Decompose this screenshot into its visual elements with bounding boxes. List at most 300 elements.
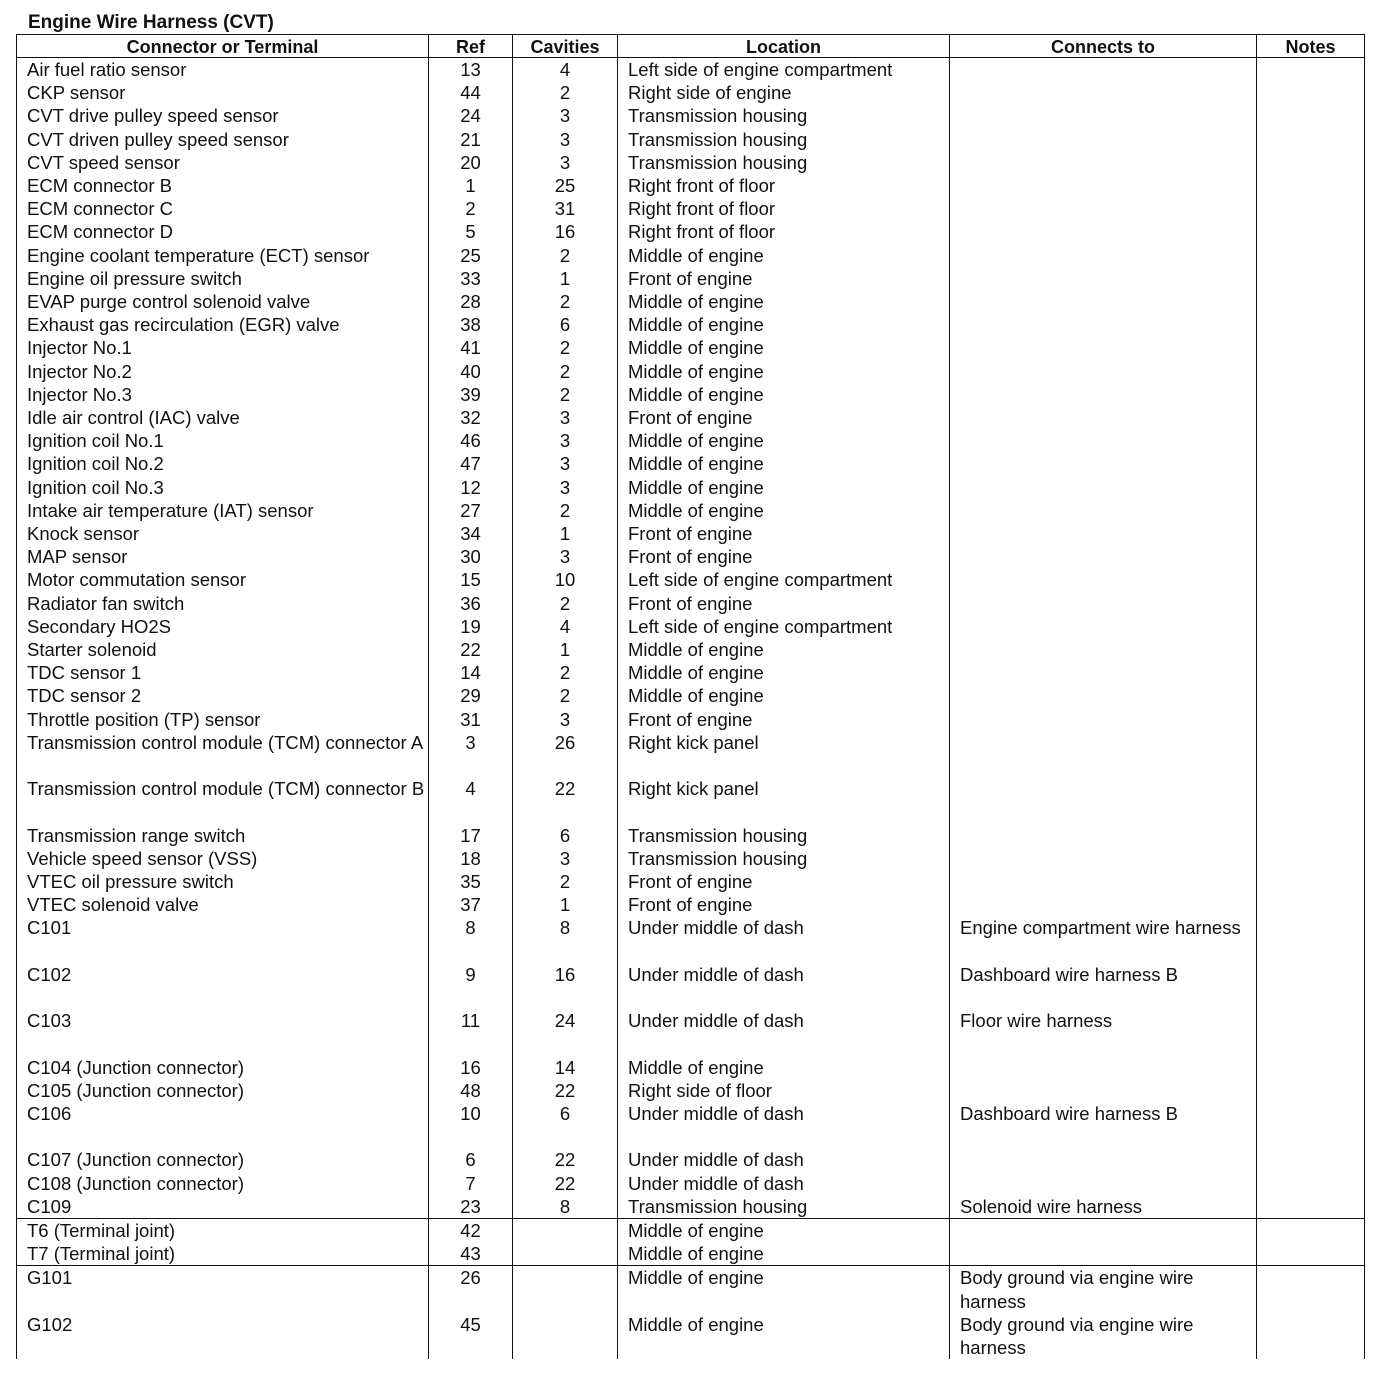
cell-location: Front of engine xyxy=(618,406,950,429)
table-row xyxy=(17,81,1365,104)
cell-connects-to xyxy=(950,615,1257,638)
cell-ref: 3 xyxy=(429,731,513,777)
cell-ref: 16 xyxy=(429,1056,513,1079)
cell-notes xyxy=(1257,1079,1365,1102)
document-title: Engine Wire Harness (CVT) xyxy=(28,12,274,33)
cell-location: Transmission housing xyxy=(618,847,950,870)
cell-ref: 47 xyxy=(429,452,513,475)
cell-connector: G102 xyxy=(17,1313,429,1359)
cell-notes xyxy=(1257,1172,1365,1195)
cell-connector: VTEC solenoid valve xyxy=(17,893,429,916)
cell-connects-to xyxy=(950,708,1257,731)
table-row xyxy=(17,638,1365,661)
cell-location: Front of engine xyxy=(618,545,950,568)
table-row xyxy=(17,963,1365,1009)
cell-cavities: 3 xyxy=(513,406,618,429)
table-row xyxy=(17,360,1365,383)
cell-connector: Injector No.2 xyxy=(17,360,429,383)
cell-connector: CVT speed sensor xyxy=(17,151,429,174)
cell-ref: 19 xyxy=(429,615,513,638)
cell-notes xyxy=(1257,1195,1365,1219)
table-row xyxy=(17,336,1365,359)
table-row xyxy=(17,1102,1365,1148)
cell-connects-to xyxy=(950,592,1257,615)
cell-location: Middle of engine xyxy=(618,638,950,661)
cell-connects-to xyxy=(950,151,1257,174)
cell-notes xyxy=(1257,81,1365,104)
cell-location: Front of engine xyxy=(618,708,950,731)
cell-cavities: 8 xyxy=(513,916,618,962)
cell-location: Middle of engine xyxy=(618,1242,950,1266)
cell-connects-to xyxy=(950,104,1257,127)
cell-ref: 10 xyxy=(429,1102,513,1148)
cell-cavities: 3 xyxy=(513,104,618,127)
cell-location: Middle of engine xyxy=(618,429,950,452)
cell-connects-to xyxy=(950,360,1257,383)
cell-connects-to xyxy=(950,290,1257,313)
cell-cavities: 14 xyxy=(513,1056,618,1079)
cell-cavities: 3 xyxy=(513,151,618,174)
cell-location: Middle of engine xyxy=(618,336,950,359)
cell-cavities: 1 xyxy=(513,522,618,545)
table-row xyxy=(17,429,1365,452)
cell-connector: Starter solenoid xyxy=(17,638,429,661)
cell-connector: C106 xyxy=(17,1102,429,1148)
cell-location: Under middle of dash xyxy=(618,1172,950,1195)
cell-notes xyxy=(1257,244,1365,267)
cell-connector: Motor commutation sensor xyxy=(17,568,429,591)
cell-ref: 29 xyxy=(429,684,513,707)
cell-connector: CVT drive pulley speed sensor xyxy=(17,104,429,127)
cell-location: Middle of engine xyxy=(618,661,950,684)
cell-connector: C101 xyxy=(17,916,429,962)
cell-connects-to xyxy=(950,336,1257,359)
table-row xyxy=(17,1313,1365,1359)
cell-ref: 17 xyxy=(429,824,513,847)
cell-connects-to xyxy=(950,1219,1257,1243)
cell-connects-to xyxy=(950,244,1257,267)
cell-notes xyxy=(1257,197,1365,220)
cell-connector: T7 (Terminal joint) xyxy=(17,1242,429,1266)
cell-cavities: 2 xyxy=(513,661,618,684)
cell-connector: ECM connector C xyxy=(17,197,429,220)
cell-location: Right front of floor xyxy=(618,174,950,197)
cell-connects-to xyxy=(950,684,1257,707)
cell-connector: C102 xyxy=(17,963,429,1009)
cell-location: Transmission housing xyxy=(618,824,950,847)
cell-cavities: 22 xyxy=(513,1079,618,1102)
cell-cavities xyxy=(513,1242,618,1266)
cell-connects-to xyxy=(950,661,1257,684)
cell-location: Under middle of dash xyxy=(618,1148,950,1171)
cell-notes xyxy=(1257,1148,1365,1171)
cell-notes xyxy=(1257,220,1365,243)
table-row xyxy=(17,220,1365,243)
cell-connects-to: Dashboard wire harness B xyxy=(950,963,1257,1009)
cell-notes xyxy=(1257,615,1365,638)
cell-ref: 2 xyxy=(429,197,513,220)
cell-ref: 23 xyxy=(429,1195,513,1219)
cell-connector: Throttle position (TP) sensor xyxy=(17,708,429,731)
cell-cavities: 3 xyxy=(513,476,618,499)
cell-notes xyxy=(1257,1056,1365,1079)
cell-location: Middle of engine xyxy=(618,1266,950,1313)
table-row xyxy=(17,104,1365,127)
cell-cavities: 1 xyxy=(513,893,618,916)
cell-notes xyxy=(1257,267,1365,290)
cell-ref: 6 xyxy=(429,1148,513,1171)
cell-notes xyxy=(1257,661,1365,684)
table-row xyxy=(17,383,1365,406)
cell-notes xyxy=(1257,522,1365,545)
cell-cavities: 26 xyxy=(513,731,618,777)
cell-location: Front of engine xyxy=(618,893,950,916)
cell-cavities: 22 xyxy=(513,777,618,823)
cell-cavities: 10 xyxy=(513,568,618,591)
cell-location: Right kick panel xyxy=(618,777,950,823)
cell-location: Middle of engine xyxy=(618,244,950,267)
cell-notes xyxy=(1257,592,1365,615)
cell-notes xyxy=(1257,568,1365,591)
cell-location: Middle of engine xyxy=(618,476,950,499)
table-row xyxy=(17,847,1365,870)
cell-cavities: 2 xyxy=(513,383,618,406)
cell-connects-to xyxy=(950,545,1257,568)
table-row xyxy=(17,406,1365,429)
table-row xyxy=(17,1219,1365,1243)
table-row xyxy=(17,151,1365,174)
cell-location: Middle of engine xyxy=(618,1313,950,1359)
cell-connector: CVT driven pulley speed sensor xyxy=(17,128,429,151)
table-row xyxy=(17,267,1365,290)
cell-notes xyxy=(1257,360,1365,383)
cell-connects-to xyxy=(950,638,1257,661)
cell-ref: 4 xyxy=(429,777,513,823)
cell-connects-to xyxy=(950,731,1257,777)
cell-notes xyxy=(1257,893,1365,916)
table-row xyxy=(17,916,1365,962)
cell-location: Right kick panel xyxy=(618,731,950,777)
cell-notes xyxy=(1257,104,1365,127)
column-header-location: Location xyxy=(618,35,950,58)
cell-notes xyxy=(1257,847,1365,870)
cell-connects-to xyxy=(950,81,1257,104)
cell-cavities xyxy=(513,1313,618,1359)
cell-connector: Ignition coil No.3 xyxy=(17,476,429,499)
cell-location: Middle of engine xyxy=(618,360,950,383)
cell-notes xyxy=(1257,1266,1365,1313)
cell-connector: Radiator fan switch xyxy=(17,592,429,615)
table-row xyxy=(17,58,1365,82)
cell-connects-to xyxy=(950,452,1257,475)
cell-ref: 40 xyxy=(429,360,513,383)
cell-ref: 9 xyxy=(429,963,513,1009)
cell-notes xyxy=(1257,499,1365,522)
cell-connects-to: Solenoid wire harness xyxy=(950,1195,1257,1219)
cell-connector: Transmission range switch xyxy=(17,824,429,847)
cell-connector: Intake air temperature (IAT) sensor xyxy=(17,499,429,522)
cell-connector: Ignition coil No.2 xyxy=(17,452,429,475)
cell-location: Right side of floor xyxy=(618,1079,950,1102)
cell-connector: TDC sensor 1 xyxy=(17,661,429,684)
cell-connects-to xyxy=(950,128,1257,151)
cell-connects-to xyxy=(950,893,1257,916)
cell-location: Under middle of dash xyxy=(618,1102,950,1148)
cell-connects-to xyxy=(950,406,1257,429)
cell-notes xyxy=(1257,777,1365,823)
cell-notes xyxy=(1257,1313,1365,1359)
cell-cavities: 4 xyxy=(513,58,618,82)
cell-ref: 1 xyxy=(429,174,513,197)
cell-connects-to xyxy=(950,847,1257,870)
cell-connector: Ignition coil No.1 xyxy=(17,429,429,452)
cell-ref: 35 xyxy=(429,870,513,893)
cell-connects-to xyxy=(950,522,1257,545)
cell-ref: 48 xyxy=(429,1079,513,1102)
cell-connector: C107 (Junction connector) xyxy=(17,1148,429,1171)
cell-cavities: 24 xyxy=(513,1009,618,1055)
cell-location: Under middle of dash xyxy=(618,963,950,1009)
cell-ref: 11 xyxy=(429,1009,513,1055)
table-row xyxy=(17,731,1365,777)
table-row xyxy=(17,128,1365,151)
cell-notes xyxy=(1257,1009,1365,1055)
cell-cavities: 2 xyxy=(513,81,618,104)
column-header-cavities: Cavities xyxy=(513,35,618,58)
cell-connects-to xyxy=(950,1148,1257,1171)
cell-connector: Exhaust gas recirculation (EGR) valve xyxy=(17,313,429,336)
cell-ref: 42 xyxy=(429,1219,513,1243)
cell-cavities: 2 xyxy=(513,336,618,359)
cell-location: Right side of engine xyxy=(618,81,950,104)
cell-connector: CKP sensor xyxy=(17,81,429,104)
cell-notes xyxy=(1257,406,1365,429)
cell-ref: 44 xyxy=(429,81,513,104)
cell-ref: 41 xyxy=(429,336,513,359)
cell-connector: Secondary HO2S xyxy=(17,615,429,638)
cell-cavities xyxy=(513,1266,618,1313)
cell-connector: G101 xyxy=(17,1266,429,1313)
cell-location: Middle of engine xyxy=(618,499,950,522)
cell-cavities: 22 xyxy=(513,1148,618,1171)
cell-cavities: 2 xyxy=(513,290,618,313)
cell-ref: 38 xyxy=(429,313,513,336)
cell-ref: 15 xyxy=(429,568,513,591)
cell-location: Left side of engine compartment xyxy=(618,568,950,591)
cell-notes xyxy=(1257,476,1365,499)
cell-location: Transmission housing xyxy=(618,128,950,151)
column-header-notes: Notes xyxy=(1257,35,1365,58)
table-row xyxy=(17,1172,1365,1195)
cell-cavities: 8 xyxy=(513,1195,618,1219)
cell-location: Middle of engine xyxy=(618,1219,950,1243)
cell-connects-to: Engine compartment wire harness xyxy=(950,916,1257,962)
column-header-connector: Connector or Terminal xyxy=(17,35,429,58)
cell-location: Front of engine xyxy=(618,522,950,545)
cell-ref: 8 xyxy=(429,916,513,962)
cell-cavities: 2 xyxy=(513,870,618,893)
cell-connector: Transmission control module (TCM) connector A xyxy=(17,731,429,777)
cell-notes xyxy=(1257,174,1365,197)
table-row xyxy=(17,1195,1365,1219)
cell-connects-to: Body ground via engine wire harness xyxy=(950,1313,1257,1359)
table-row xyxy=(17,1266,1365,1313)
cell-connector: Vehicle speed sensor (VSS) xyxy=(17,847,429,870)
table-body xyxy=(17,58,1365,1360)
cell-ref: 31 xyxy=(429,708,513,731)
cell-ref: 7 xyxy=(429,1172,513,1195)
cell-ref: 39 xyxy=(429,383,513,406)
cell-ref: 14 xyxy=(429,661,513,684)
cell-notes xyxy=(1257,128,1365,151)
cell-cavities: 1 xyxy=(513,267,618,290)
cell-ref: 32 xyxy=(429,406,513,429)
cell-connector: Engine coolant temperature (ECT) sensor xyxy=(17,244,429,267)
table-row xyxy=(17,1079,1365,1102)
cell-notes xyxy=(1257,1102,1365,1148)
cell-location: Left side of engine compartment xyxy=(618,615,950,638)
table-row xyxy=(17,568,1365,591)
cell-location: Transmission housing xyxy=(618,1195,950,1219)
cell-notes xyxy=(1257,870,1365,893)
cell-ref: 13 xyxy=(429,58,513,82)
cell-connects-to xyxy=(950,267,1257,290)
cell-notes xyxy=(1257,383,1365,406)
cell-location: Front of engine xyxy=(618,592,950,615)
cell-notes xyxy=(1257,684,1365,707)
table-row xyxy=(17,174,1365,197)
cell-connects-to: Body ground via engine wire harness xyxy=(950,1266,1257,1313)
table-row xyxy=(17,824,1365,847)
cell-connects-to xyxy=(950,58,1257,82)
cell-notes xyxy=(1257,545,1365,568)
cell-connector: VTEC oil pressure switch xyxy=(17,870,429,893)
cell-connects-to: Dashboard wire harness B xyxy=(950,1102,1257,1148)
cell-ref: 34 xyxy=(429,522,513,545)
cell-connects-to xyxy=(950,313,1257,336)
cell-location: Middle of engine xyxy=(618,313,950,336)
cell-ref: 37 xyxy=(429,893,513,916)
cell-cavities: 16 xyxy=(513,963,618,1009)
cell-connects-to xyxy=(950,777,1257,823)
cell-connector: C104 (Junction connector) xyxy=(17,1056,429,1079)
table-header-row xyxy=(17,35,1365,58)
cell-location: Under middle of dash xyxy=(618,1009,950,1055)
cell-cavities: 3 xyxy=(513,545,618,568)
cell-connector: Injector No.1 xyxy=(17,336,429,359)
cell-notes xyxy=(1257,290,1365,313)
cell-ref: 5 xyxy=(429,220,513,243)
cell-notes xyxy=(1257,638,1365,661)
cell-location: Front of engine xyxy=(618,267,950,290)
cell-ref: 20 xyxy=(429,151,513,174)
table-row xyxy=(17,1242,1365,1266)
cell-ref: 26 xyxy=(429,1266,513,1313)
table-row xyxy=(17,592,1365,615)
cell-connects-to xyxy=(950,499,1257,522)
cell-cavities: 6 xyxy=(513,313,618,336)
cell-ref: 12 xyxy=(429,476,513,499)
cell-ref: 18 xyxy=(429,847,513,870)
cell-connects-to xyxy=(950,1079,1257,1102)
cell-notes xyxy=(1257,916,1365,962)
cell-connector: Knock sensor xyxy=(17,522,429,545)
cell-notes xyxy=(1257,336,1365,359)
cell-notes xyxy=(1257,452,1365,475)
cell-connector: Engine oil pressure switch xyxy=(17,267,429,290)
cell-connector: TDC sensor 2 xyxy=(17,684,429,707)
table-row xyxy=(17,893,1365,916)
cell-notes xyxy=(1257,963,1365,1009)
cell-connects-to xyxy=(950,870,1257,893)
cell-connector: C109 xyxy=(17,1195,429,1219)
cell-cavities: 1 xyxy=(513,638,618,661)
cell-connector: Transmission control module (TCM) connector B xyxy=(17,777,429,823)
cell-connector: C103 xyxy=(17,1009,429,1055)
cell-connects-to xyxy=(950,568,1257,591)
table-row xyxy=(17,684,1365,707)
cell-cavities: 16 xyxy=(513,220,618,243)
cell-notes xyxy=(1257,429,1365,452)
cell-connector: Air fuel ratio sensor xyxy=(17,58,429,82)
cell-connects-to xyxy=(950,429,1257,452)
cell-connects-to xyxy=(950,1172,1257,1195)
cell-notes xyxy=(1257,824,1365,847)
table-row xyxy=(17,290,1365,313)
cell-connector: C108 (Junction connector) xyxy=(17,1172,429,1195)
cell-cavities: 4 xyxy=(513,615,618,638)
table-row xyxy=(17,244,1365,267)
table-row xyxy=(17,870,1365,893)
cell-location: Left side of engine compartment xyxy=(618,58,950,82)
cell-cavities: 3 xyxy=(513,128,618,151)
cell-cavities: 3 xyxy=(513,429,618,452)
table-row xyxy=(17,197,1365,220)
cell-location: Front of engine xyxy=(618,870,950,893)
table-row xyxy=(17,1148,1365,1171)
cell-cavities: 3 xyxy=(513,708,618,731)
cell-connects-to xyxy=(950,197,1257,220)
cell-cavities: 6 xyxy=(513,824,618,847)
cell-cavities: 22 xyxy=(513,1172,618,1195)
cell-ref: 45 xyxy=(429,1313,513,1359)
cell-cavities: 31 xyxy=(513,197,618,220)
cell-cavities: 2 xyxy=(513,684,618,707)
cell-notes xyxy=(1257,1242,1365,1266)
cell-location: Right front of floor xyxy=(618,197,950,220)
cell-connects-to xyxy=(950,824,1257,847)
table-row xyxy=(17,545,1365,568)
cell-location: Right front of floor xyxy=(618,220,950,243)
cell-cavities: 3 xyxy=(513,452,618,475)
cell-connector: Idle air control (IAC) valve xyxy=(17,406,429,429)
cell-ref: 36 xyxy=(429,592,513,615)
cell-cavities: 3 xyxy=(513,847,618,870)
cell-location: Transmission housing xyxy=(618,104,950,127)
cell-connects-to xyxy=(950,1242,1257,1266)
cell-location: Middle of engine xyxy=(618,684,950,707)
table-row xyxy=(17,777,1365,823)
cell-ref: 43 xyxy=(429,1242,513,1266)
table-row xyxy=(17,313,1365,336)
cell-cavities: 2 xyxy=(513,360,618,383)
cell-location: Middle of engine xyxy=(618,1056,950,1079)
cell-connects-to: Floor wire harness xyxy=(950,1009,1257,1055)
cell-connector: C105 (Junction connector) xyxy=(17,1079,429,1102)
cell-connects-to xyxy=(950,174,1257,197)
cell-connector: EVAP purge control solenoid valve xyxy=(17,290,429,313)
table-row xyxy=(17,615,1365,638)
